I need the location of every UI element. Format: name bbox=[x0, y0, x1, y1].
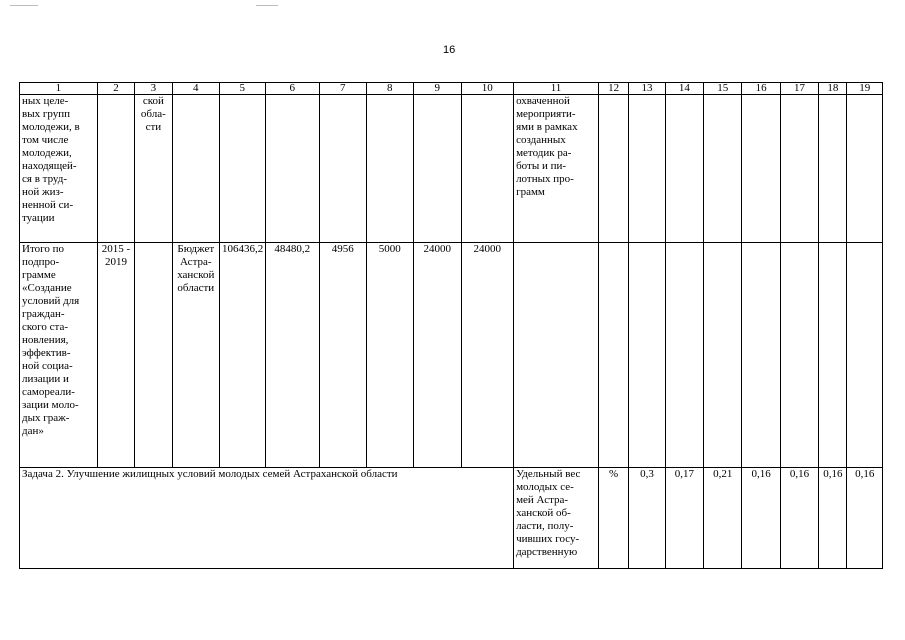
target-group-cell: ных целе- вых групп молодежи, в том числе молодежи, находящей- ся в труд- ной жиз- ненной си- туации bbox=[20, 95, 98, 243]
indicator-cell: Удельный вес молодых се- мей Астра- ханской об- ласти, полу- чивших госу- дарственную bbox=[514, 468, 599, 569]
region-cell: ской обла- сти bbox=[135, 95, 172, 243]
table-row bbox=[20, 95, 883, 243]
column-number: 11 bbox=[514, 83, 599, 95]
column-number: 1 bbox=[20, 83, 98, 95]
value-cell: 0,16 bbox=[742, 468, 780, 569]
amount-cell: 5000 bbox=[366, 243, 413, 468]
value-cell: 0,3 bbox=[629, 468, 665, 569]
column-number: 16 bbox=[742, 83, 780, 95]
column-number: 15 bbox=[704, 83, 742, 95]
amount-cell: 48480,2 bbox=[265, 243, 320, 468]
column-number: 3 bbox=[135, 83, 172, 95]
column-number: 6 bbox=[265, 83, 320, 95]
amount-cell: 4956 bbox=[320, 243, 366, 468]
column-number: 4 bbox=[172, 83, 219, 95]
column-number: 18 bbox=[819, 83, 847, 95]
amount-cell: 24000 bbox=[414, 243, 461, 468]
program-table bbox=[19, 82, 883, 569]
table-row bbox=[20, 468, 883, 569]
column-number: 12 bbox=[598, 83, 628, 95]
indicator-cell: охваченной мероприяти- ями в рамках созданных методик ра- боты и пи- лотных про- грамм bbox=[514, 95, 599, 243]
value-cell: 0,16 bbox=[847, 468, 883, 569]
funding-source-cell: Бюджет Астра- ханской области bbox=[172, 243, 219, 468]
amount-cell: 24000 bbox=[461, 243, 514, 468]
column-number: 17 bbox=[780, 83, 818, 95]
value-cell: 0,16 bbox=[780, 468, 818, 569]
column-number: 5 bbox=[220, 83, 265, 95]
value-cell: 0,16 bbox=[819, 468, 847, 569]
column-number: 14 bbox=[665, 83, 703, 95]
column-number: 19 bbox=[847, 83, 883, 95]
task-title-cell: Задача 2. Улучшение жилищных условий молодых семей Астраханской области bbox=[20, 468, 514, 569]
column-number: 10 bbox=[461, 83, 514, 95]
value-cell: 0,21 bbox=[704, 468, 742, 569]
column-number: 2 bbox=[97, 83, 134, 95]
column-number: 9 bbox=[414, 83, 461, 95]
unit-cell: % bbox=[598, 468, 628, 569]
column-number: 7 bbox=[320, 83, 366, 95]
total-amount-cell: 106436,2 bbox=[220, 243, 265, 468]
page-number: 16 bbox=[443, 44, 456, 56]
table-row bbox=[20, 243, 883, 468]
column-number: 8 bbox=[366, 83, 413, 95]
subprogram-total-cell: Итого по подпро- грамме «Создание условий для граждан- ского ста- новления, эффектив- ной социа- лизации и самореали- зации моло- дых граж- дан» bbox=[20, 243, 98, 468]
scan-artifact bbox=[256, 5, 278, 6]
column-number: 13 bbox=[629, 83, 665, 95]
period-cell: 2015 - 2019 bbox=[97, 243, 134, 468]
scan-artifact bbox=[10, 5, 38, 6]
value-cell: 0,17 bbox=[665, 468, 703, 569]
column-numbers-row bbox=[20, 83, 883, 95]
